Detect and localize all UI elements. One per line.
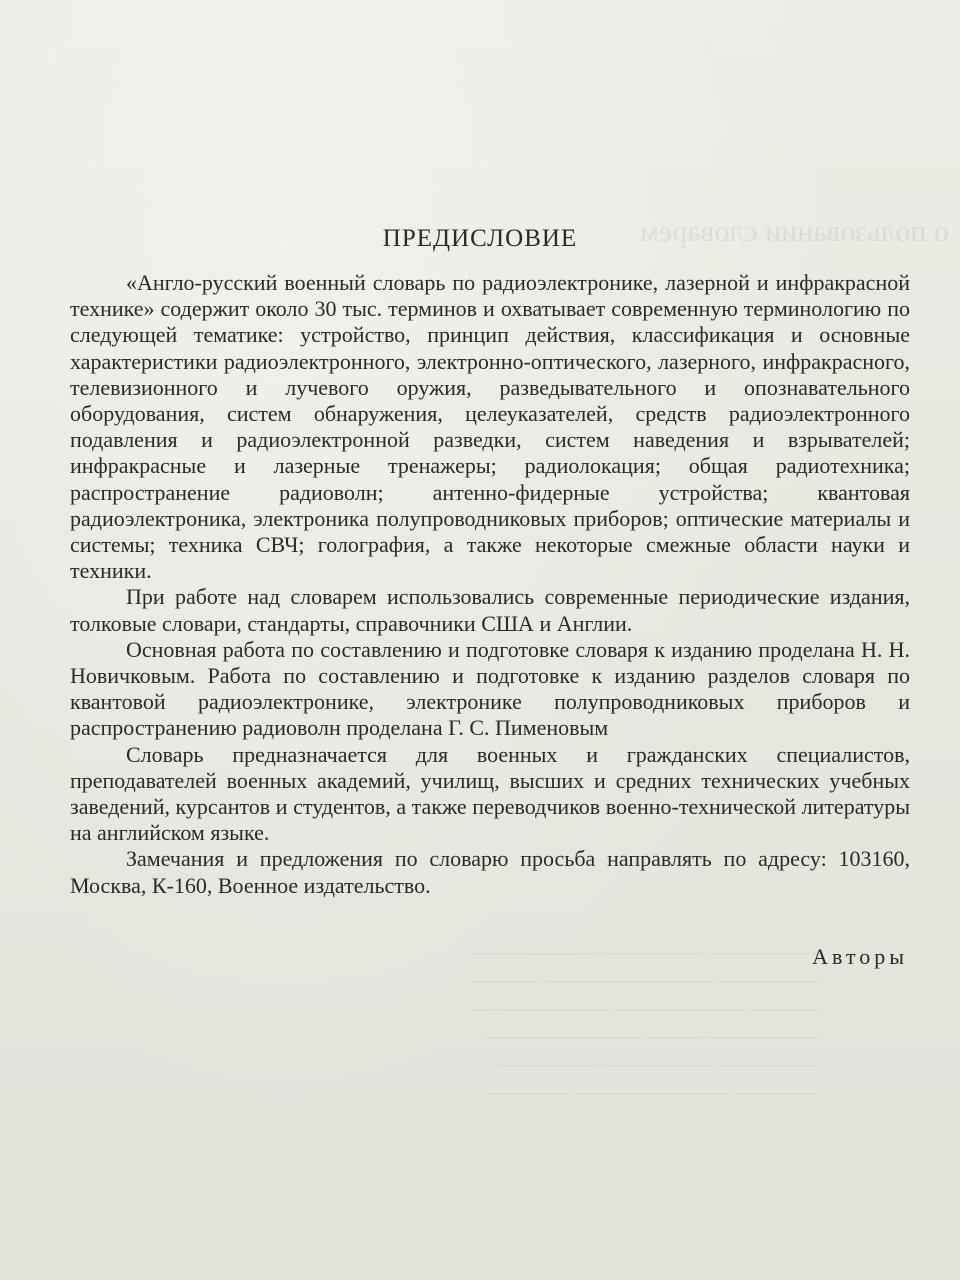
signature-authors: Авторы: [812, 944, 908, 969]
paragraph-audience: Словарь предназначается для военных и гражданских специалистов, преподавателей военных академий, училищ, высших и средних технических учебных заведений, курсантов и студентов, а также переводчиков военно-технической литературы на английском языке.: [70, 741, 910, 846]
paragraph-compilers: Основная работа по составлению и подготовке словаря к изданию проделана Н. Н. Новичковым. Работа по составлению и подготовке к изданию разделов словаря по квантовой радиоэлектронике, электронике полупроводниковых приборов и распространению радиоволн проделана Г. С. Пименовым: [70, 636, 910, 741]
paragraph-sources: При работе над словарем использовались современные периодические издания, толковые словари, стандарты, справочники США и Англии.: [70, 584, 910, 636]
show-through-heading: о пользовании словарем: [640, 215, 949, 248]
preface-body: [70, 270, 910, 899]
page-title: ПРЕДИСЛОВИЕ: [382, 225, 578, 252]
paragraph-scope: «Англо-русский военный словарь по радиоэлектронике, лазерной и инфракрасной технике» содержит около 30 тыс. терминов и охватывает современную терминологию по следующей тематике: устройство, принцип действия, классификация и основные характеристики радиоэлектронного, электронно-оптического, лазерного, инфракрасного, телевизионного и лучевого оружия, разведывательного и опознавательного оборудования, систем обнаружения, целеуказателей, средств радиоэлектронного подавления и радиоэлектронной разведки, систем наведения и взрывателей; инфракрасные и лазерные тренажеры; радиолокация; общая радиотехника; распространение радиоволн; антенно-фидерные устройства; квантовая радиоэлектроника, электроника полупроводниковых приборов; оптические материалы и системы; техника СВЧ; голография, а также некоторые смежные области науки и техники.: [70, 270, 910, 584]
paragraph-feedback: Замечания и предложения по словарю просьба направлять по адресу: 103160, Москва, К-160, Военное издательство.: [70, 846, 910, 898]
show-through-lines: ──────── ─────── ───────── ─────── ──────────── ───── ───── ───────── ────────── ──────── ──── ─────────── ─────── ──────── ─────── ────── ─────────── ──────: [470, 943, 821, 1105]
